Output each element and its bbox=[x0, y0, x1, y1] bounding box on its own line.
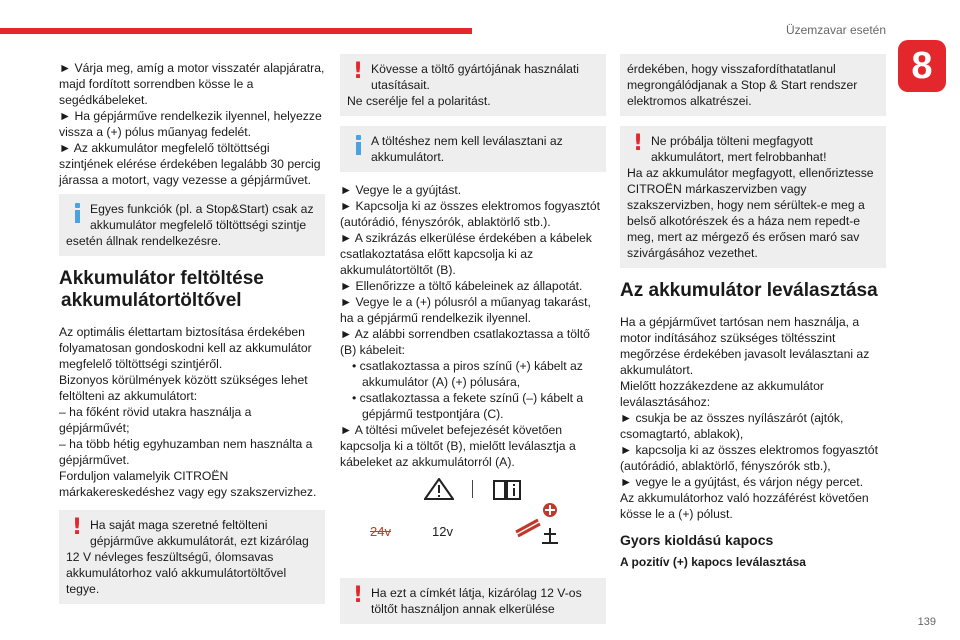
warning-note bbox=[620, 126, 886, 268]
section-heading-line: Akkumulátor feltöltése bbox=[59, 268, 264, 289]
figure-divider bbox=[472, 480, 473, 498]
manual-book-icon bbox=[492, 478, 522, 500]
step-paragraph: ► Az akkumulátor megfelelő töltöttségi szintjének elérése érdekében legalább 30 percig járassa a motort, vagy vezesse a gépjárművet. bbox=[59, 141, 321, 187]
info-note-text: A töltéshez nem kell leválasztani az akkumulátort. bbox=[371, 134, 563, 164]
step-paragraph: ► A szikrázás elkerülése érdekében a kábelek csatlakoztatása előtt kapcsolja ki az akkumulátortöltőt (B). bbox=[340, 231, 592, 277]
warning-exclamation-icon: ! bbox=[71, 515, 83, 540]
chapter-number-badge: 8 bbox=[898, 40, 946, 92]
warning-note bbox=[340, 54, 606, 116]
sub-sub-heading: A pozitív (+) kapocs leválasztása bbox=[620, 555, 806, 569]
section-heading-line: akkumulátortöltővel bbox=[61, 290, 242, 311]
info-icon bbox=[347, 133, 369, 165]
section-heading bbox=[59, 268, 325, 312]
body-paragraph: Ha a gépjárművet tartósan nem használja, a motor indításához szükséges töltésszint megőrzése érdekében javasolt leválasztani az akkumulátort. bbox=[620, 315, 870, 377]
warning-exclamation-icon: ! bbox=[632, 131, 644, 156]
warning-note-text: Ne próbálja tölteni megfagyott akkumulátort, mert felrobbanhat! bbox=[651, 134, 827, 164]
step-paragraph: ► Ha gépjárműve rendelkezik ilyennel, helyezze vissza a (+) pólus műanyag fedelét. bbox=[59, 109, 322, 139]
label-12v: 12v bbox=[432, 524, 453, 539]
warning-note-text: Ha saját maga szeretné feltölteni gépjárműve akkumulátorát, ezt kizárólag bbox=[90, 518, 309, 548]
warning-note-text: Kövesse a töltő gyártójának használati utasításait. bbox=[371, 62, 579, 92]
body-paragraph: Forduljon valamelyik CITROËN márkakereskedéshez vagy egy szakszervizhez. bbox=[59, 469, 317, 499]
warning-note-text-cont: érdekében, hogy visszafordíthatatlanul megrongálódjanak a Stop & Start rendszer elektromos alkatrészei. bbox=[627, 62, 858, 108]
charger-label-figure bbox=[340, 478, 606, 570]
header-accent-bar bbox=[0, 28, 472, 34]
bullet-item: • csatlakoztassa a fekete színű (–) kábelt a gépjármű testpontjára (C). bbox=[352, 391, 584, 421]
step-paragraph: ► A töltési művelet befejezését követően kapcsolja ki a töltőt (B), mielőtt leválasztja a kábeleket az akkumulátorról (A). bbox=[340, 423, 576, 469]
warning-note-text-cont: Ha az akkumulátor megfagyott, ellenőriztesse CITROËN márkaszervizben vagy szakszervizben, hogy nem sérültek-e meg a belső alkotórészek és a háza nem repedt-e meg, mert az mérgező és erősen maró sav szivárgásához vezethet. bbox=[627, 166, 874, 260]
warning-exclamation-icon: ! bbox=[352, 583, 364, 608]
body-paragraph: Az optimális élettartam biztosítása érdekében folyamatosan gondoskodni kell az akkumulátor megfelelő töltöttségi szintjéről. bbox=[59, 325, 312, 371]
warning-note bbox=[340, 578, 606, 624]
chapter-title: Üzemzavar esetén bbox=[785, 23, 886, 37]
column-3 bbox=[620, 54, 886, 570]
column-2 bbox=[340, 54, 606, 634]
step-paragraph: ► kapcsolja ki az összes elektromos fogyasztót (autórádió, ablaktörlő, fényszórók stb.), bbox=[620, 443, 878, 473]
info-note-text-cont: esetén állnak rendelkezésre. bbox=[66, 234, 222, 248]
body-paragraph: – ha főként rövid utakra használja a gépjárművét; bbox=[59, 405, 252, 435]
warning-exclamation-icon: ! bbox=[352, 59, 364, 84]
body-paragraph: – ha több hétig egyhuzamban nem használta a gépjárművet. bbox=[59, 437, 313, 467]
body-paragraph: Bizonyos körülmények között szükséges lehet feltölteni az akkumulátort: bbox=[59, 373, 308, 403]
step-paragraph: ► csukja be az összes nyílászárót (ajtók, csomagtartó, ablakok), bbox=[620, 411, 844, 441]
warning-note bbox=[59, 510, 325, 604]
info-note bbox=[340, 126, 606, 172]
page-number: 139 bbox=[917, 616, 936, 628]
section-heading: Az akkumulátor leválasztása bbox=[620, 280, 878, 301]
info-icon bbox=[66, 201, 88, 233]
info-note bbox=[59, 194, 325, 256]
warning-note-continuation bbox=[620, 54, 886, 116]
sub-heading: Gyors kioldású kapocs bbox=[620, 532, 774, 548]
charger-cables-icon bbox=[512, 500, 562, 550]
step-paragraph: ► Várja meg, amíg a motor visszatér alapjáratra, majd fordított sorrendben kösse le a segédkábeleket. bbox=[59, 61, 325, 107]
step-paragraph: ► Az alábbi sorrendben csatlakoztassa a töltő (B) kábeleit: bbox=[340, 327, 590, 357]
step-paragraph: ► Kapcsolja ki az összes elektromos fogyasztót (autórádió, fényszórók, ablaktörlő stb.). bbox=[340, 199, 600, 229]
label-24v: 24v bbox=[370, 524, 391, 539]
warning-note-text-cont: Ne cserélje fel a polaritást. bbox=[347, 94, 491, 108]
step-paragraph: ► Vegye le a (+) pólusról a műanyag takarást, ha a gépjármű rendelkezik ilyennel. bbox=[340, 295, 591, 325]
bullet-item: • csatlakoztassa a piros színű (+) kábelt az akkumulátor (A) (+) pólusára, bbox=[352, 359, 583, 389]
body-paragraph: Az akkumulátorhoz való hozzáférést követően kösse le a (+) pólust. bbox=[620, 491, 869, 521]
warning-note-text: Ha ezt a címkét látja, kizárólag 12 V-os töltőt használjon annak elkerülése bbox=[371, 586, 582, 616]
info-note-text: Egyes funkciók (pl. a Stop&Start) csak az akkumulátor megfelelő töltöttségi szintje bbox=[90, 202, 314, 232]
step-paragraph: ► vegye le a gyújtást, és várjon négy percet. bbox=[620, 475, 864, 489]
step-paragraph: ► Ellenőrizze a töltő kábeleinek az állapotát. bbox=[340, 279, 583, 293]
body-paragraph: Mielőtt hozzákezdene az akkumulátor leválasztásához: bbox=[620, 379, 824, 409]
step-paragraph: ► Vegye le a gyújtást. bbox=[340, 183, 462, 197]
warning-triangle-icon bbox=[424, 478, 454, 500]
warning-note-text-cont: 12 V névleges feszültségű, ólomsavas akkumulátorhoz való akkumulátortöltővel tegye. bbox=[66, 550, 287, 596]
column-1 bbox=[59, 60, 325, 614]
